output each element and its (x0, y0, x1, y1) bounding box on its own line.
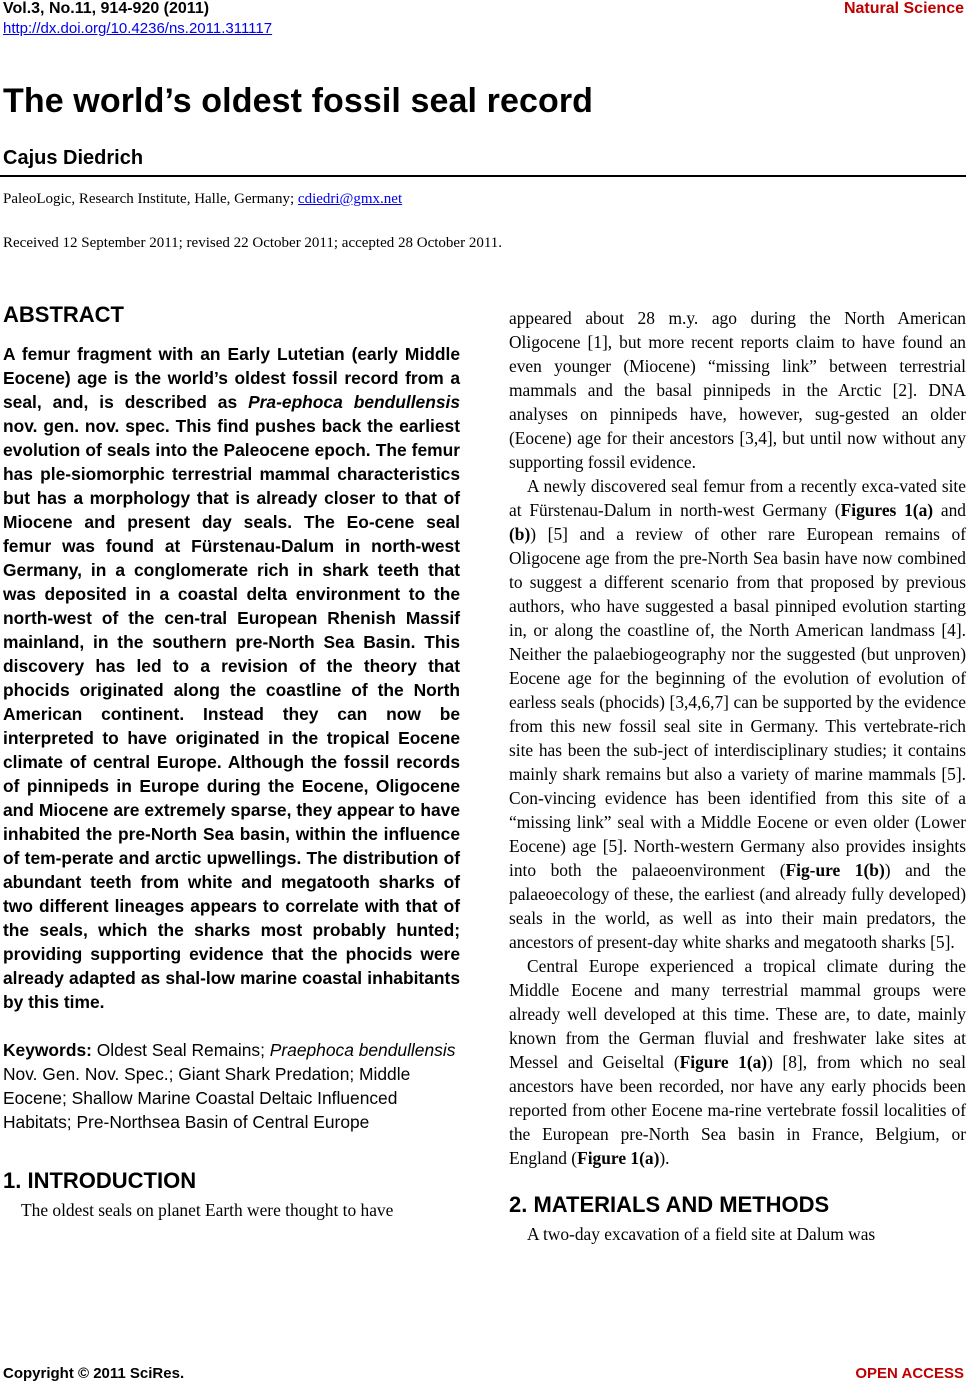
p3-a: Central Europe experienced a tropical climate during the Middle Eocene and many terrestrial mammal groups were already well developed at this time. These are, to date, mainly known from the German fluvial and freshwater lake sites at Messel and Geiseltal ( (509, 956, 966, 1072)
introduction-text: The oldest seals on planet Earth were thought to have (21, 1200, 394, 1220)
abstract-taxon: Pra-ephoca bendullensis (248, 392, 460, 412)
affiliation-text: PaleoLogic, Research Institute, Halle, Germany; (3, 191, 298, 207)
title-divider (0, 175, 966, 177)
paragraph-1: appeared about 28 m.y. ago during the North American Oligocene [1], but more recent reports claim to have found an even younger (Miocene) “missing link” between terrestrial mammals and the basal pinnipeds in the Arctic [2]. DNA analyses on pinnipeds have, however, sug-gested an older (Eocene) age for their ancestors [3,4], but until now without any supporting fossil evidence. (509, 308, 966, 472)
paragraph-3 (509, 954, 966, 1170)
figure-ref-1a-second: Figure 1(a) (679, 1052, 768, 1072)
paper-title: The world’s oldest fossil seal record (3, 82, 594, 120)
left-column (3, 302, 460, 1222)
figure-ref-1b: (b) (509, 524, 531, 544)
p2-a: A newly discovered seal femur from a recently exca-vated site at Fürstenau-Dalum in north-west Germany ( (509, 476, 966, 520)
figure-ref-1a-third: Figure 1(a) (577, 1148, 660, 1168)
abstract-part2: nov. gen. nov. spec. This find pushes back the earliest evolution of seals into the Paleocene epoch. The femur has ple-siomorphic terrestrial mammal characteristics but has a morphology that is already closer to that of Miocene and present day seals. The Eo-cene seal femur was found at Fürstenau-Dalum in north-west Germany, in a conglomerate rich in shark teeth that was deposited in a coastal delta environment to the north-west of the cen-tral European Rhenish Massif mainland, in the southern pre-North Sea Basin. This discovery has led to a revision of the theory that phocids originated along the coastline of the North American continent. Instead they can now be interpreted to have originated in the tropical Eocene climate of central Europe. Although the fossil records of pinnipeds in Europe during the Eocene, Oligocene and Miocene are extremely sparse, they appear to have inhabited the pre-North Sea basin, within the influence of tem-perate and arctic upwellings. The distribution of abundant teeth from white and megatooth sharks of two different lineages appears to correlate with that of the seals, which the sharks most probably hunted; providing supporting evidence that the phocids were already adapted as shal-low marine coastal inhabitants by this time. (3, 416, 460, 1012)
author-name: Cajus Diedrich (3, 147, 144, 169)
keywords (3, 1038, 460, 1134)
methods-text: A two-day excavation of a field site at Dalum was (527, 1224, 876, 1244)
received-dates: Received 12 September 2011; revised 22 October 2011; accepted 28 October 2011. (3, 235, 503, 251)
figure-ref-1a: Figures 1(a) (840, 500, 934, 520)
p2-c: ) [5] and a review of other rare European remains of Oligocene age from the pre-North Sea basin have now combined to suggest a different scenario from that proposed by previous authors, who have suggested a basal pinniped evolution starting in, or along the coastline of, the North American landmass [4]. Neither the palaebiogeography nor the suggested (but unproven) Eocene age for the beginning of the evolution of evolution of earless seals (phocids) [3,4,6,7] can be supported by the evidence from this new fossil seal site in Germany. This vertebrate-rich site has been the sub-ject of interdisciplinary studies; it contains mainly shark remains but also a variety of marine mammals [5]. Con-vincing evidence has been identified from this site of a “missing link” seal with a Middle Eocene or even older (Lower Eocene) age [5]. North-western Germany also provides insights into both the palaeoenvironment ( (509, 524, 966, 880)
keywords-label: Keywords: (3, 1040, 92, 1060)
paragraph-2 (509, 474, 966, 954)
p3-b: ) [8], from which no seal ancestors have been recorded, nor have any early phocids been reported from other Eocene ma-rine vertebrate fossil localities of the European pre-North Sea basin in France, Belgium, or England ( (509, 1052, 966, 1168)
open-access-label: OPEN ACCESS (855, 1365, 964, 1382)
p3-c: ). (659, 1148, 670, 1168)
p2-b: and (933, 500, 966, 520)
copyright: Copyright © 2011 SciRes. (3, 1365, 185, 1382)
keywords-taxon: Praephoca bendullensis (269, 1040, 456, 1060)
journal-volume: Vol.3, No.11, 914-920 (2011) (3, 0, 210, 17)
abstract-heading: ABSTRACT (3, 302, 124, 327)
keywords-part1: Oldest Seal Remains; (91, 1040, 270, 1060)
right-column (509, 306, 966, 1246)
doi-link[interactable]: http://dx.doi.org/10.4236/ns.2011.311117 (3, 20, 273, 37)
introduction-heading: 1. INTRODUCTION (3, 1168, 197, 1193)
methods-heading: 2. MATERIALS AND METHODS (509, 1192, 830, 1217)
email-link[interactable]: cdiedri@gmx.net (297, 191, 403, 207)
journal-name: Natural Science (843, 0, 964, 17)
figure-ref-1b-second: Fig-ure 1(b) (785, 860, 885, 880)
affiliation (3, 191, 402, 208)
abstract-part1: A femur fragment with an Early Lutetian (early Middle Eocene) age is the world’s oldest fossil record from a seal, and, is described as (3, 344, 460, 412)
keywords-part2: Nov. Gen. Nov. Spec.; Giant Shark Predation; Middle Eocene; Shallow Marine Coastal Deltaic Influenced Habitats; Pre-Northsea Basin of Central Europe (3, 1064, 411, 1132)
abstract-text (3, 342, 460, 1014)
p2-d: ) and the palaeoecology of these, the earliest (and already fully developed) seals in the world, as well as into their main predators, the ancestors of present-day white sharks and megatooth sharks [5]. (509, 860, 966, 952)
